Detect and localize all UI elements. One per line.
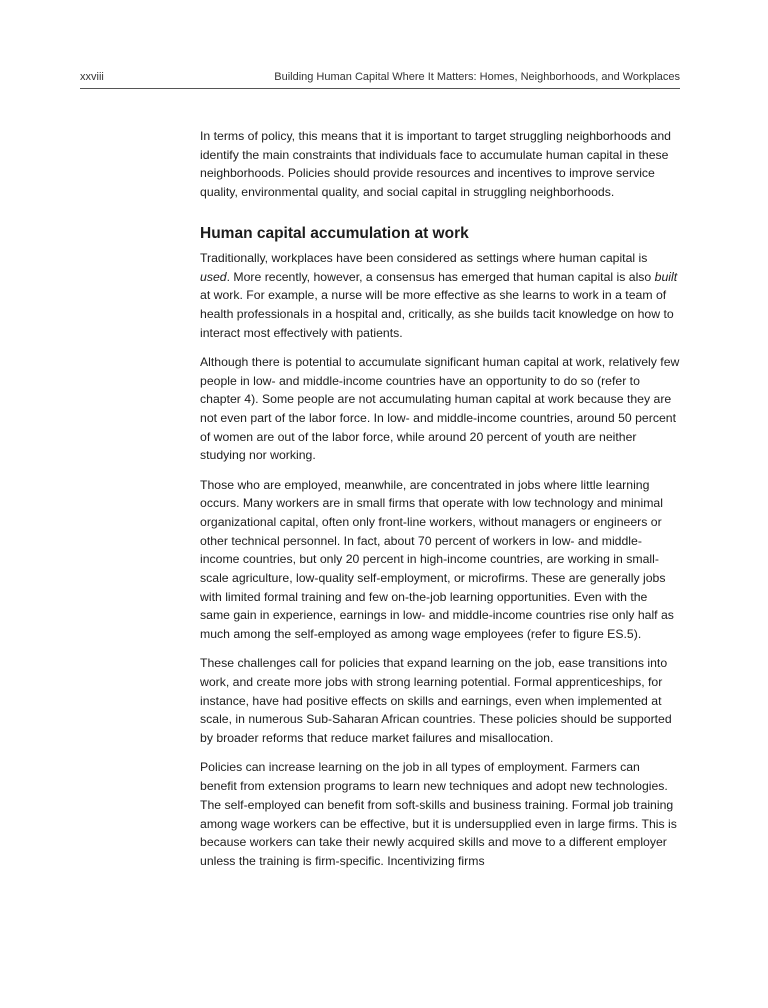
running-header <box>80 70 680 89</box>
paragraph-text: . More recently, however, a consensus has emerged that human capital is also <box>226 269 655 284</box>
paragraph-potential: Although there is potential to accumulate significant human capital at work, relatively few people in low- and middle-income countries have an opportunity to do so (refer to chapter 4). Some people are not accumulating human capital at work because they are not even part of the labor force. In low- and middle-income countries, around 50 percent of women are out of the labor force, while around 20 percent of youth are neither studying nor working. <box>200 354 680 463</box>
paragraph-workplaces <box>200 249 680 343</box>
intro-paragraph: In terms of policy, this means that it is important to target struggling neighborhoods and identify the main constraints that individuals face to accumulate human capital in these neighborhoods. Policies should provide resources and incentives to improve service quality, environmental quality, and social capital in struggling neighborhoods. <box>200 129 671 200</box>
paragraph-policies: Policies can increase learning on the job in all types of employment. Farmers can benefit from extension programs to learn new techniques and adopt new technologies. The self-employed can benefit from soft-skills and business training. Formal job training among wage workers can be effective, but it is undersupplied even in large firms. This is because workers can take their newly acquired skills and move to a different employer unless the training is firm-specific. Incentivizing firms <box>200 760 677 868</box>
section-heading: Human capital accumulation at work <box>200 224 469 242</box>
paragraph-challenges: These challenges call for policies that expand learning on the job, ease transitions into work, and create more jobs with strong learning potential. Formal apprenticeships, for instance, have had positive effects on skills and earnings, even when implemented at scale, in numerous Sub-Saharan African countries. These policies should be supported by broader reforms that reduce market failures and misallocation. <box>200 656 672 746</box>
page-number: xxviii <box>80 71 104 83</box>
emphasis-built: built <box>654 269 678 284</box>
paragraph-text: Traditionally, workplaces have been considered as settings where human capital is <box>200 250 648 265</box>
paragraph-text: at work. For example, a nurse will be more effective as she learns to work in a team of health professionals in a hospital and, critically, as she builds tacit knowledge on how to interact most effectively with patients. <box>200 288 674 340</box>
page-body <box>200 127 680 881</box>
paragraph-employed: Those who are employed, meanwhile, are concentrated in jobs where little learning occurs. Many workers are in small firms that operate with low technology and minimal organizational capital, often only front-line workers, without managers or engineers or other technical personnel. In fact, about 70 percent of workers in low- and middle-income countries, but only 20 percent in high-income countries, are working in small-scale agriculture, low-quality self-employment, or microfirms. These are generally jobs with limited formal training and few on-the-job learning opportunities. Even with the same gain in experience, earnings in low- and middle-income countries rise only half as much among the self-employed as among wage employees (refer to figure ES.5). <box>200 477 674 642</box>
emphasis-used: used <box>200 269 227 284</box>
running-title: Building Human Capital Where It Matters: Homes, Neighborhoods, and Workplaces <box>274 71 680 83</box>
